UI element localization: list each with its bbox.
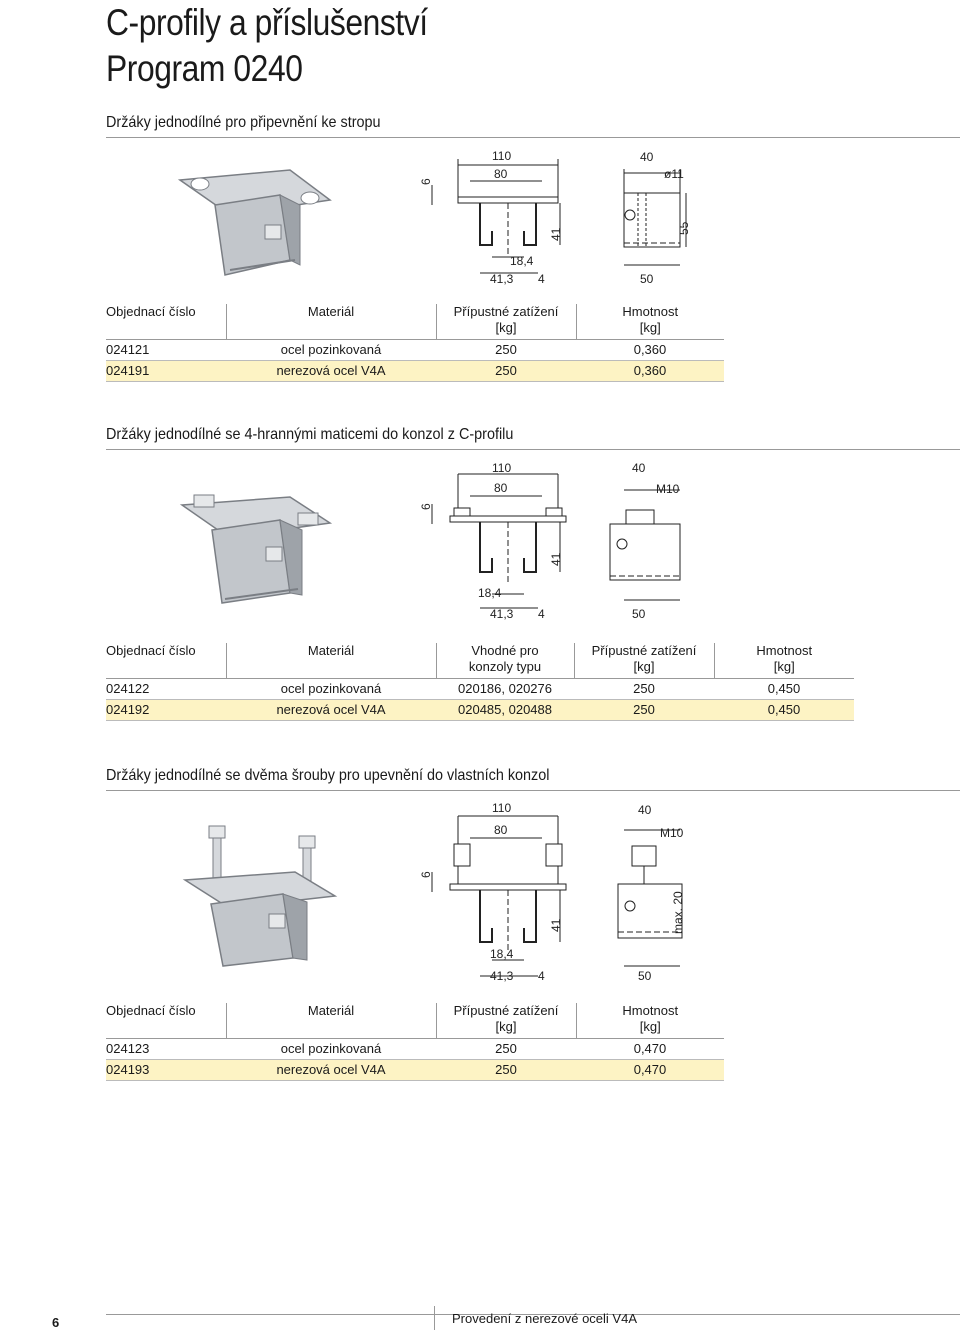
table-row: 024192 nerezová ocel V4A 020485, 020488 250 0,450 (106, 700, 854, 721)
dim-18-4: 18,4 (490, 947, 514, 961)
dim-max-20: max. 20 (671, 891, 685, 934)
spec-table-1 (106, 304, 724, 382)
col-load: Přípustné zatížení [kg] (436, 304, 576, 340)
dim-50: 50 (640, 272, 654, 286)
table-header-row (106, 643, 854, 679)
dim-diameter-11: ø11 (664, 167, 684, 181)
table-row: 024191 nerezová ocel V4A 250 0,360 (106, 361, 724, 382)
dim-110: 110 (492, 801, 512, 815)
section-heading-1: Držáky jednodílné pro připevnění ke stropu (106, 112, 960, 138)
product-photo-nut-bracket (170, 485, 350, 615)
footer-caption: Provedení z nerezové oceli V4A (452, 1311, 637, 1326)
page-title (106, 0, 428, 92)
dim-110: 110 (492, 461, 512, 475)
title-line-1: C-profily a příslušenství (106, 2, 428, 43)
spec-table-3 (106, 1003, 724, 1081)
dim-18-4: 18,4 (510, 254, 534, 268)
dim-80: 80 (494, 481, 508, 495)
col-material: Materiál (226, 643, 436, 679)
title-line-2: Program 0240 (106, 48, 303, 89)
col-material: Materiál (226, 1003, 436, 1039)
dim-41-3: 41,3 (490, 607, 514, 620)
technical-drawing-1 (410, 145, 700, 290)
col-load: Přípustné zatížení [kg] (436, 1003, 576, 1039)
dim-41: 41 (549, 227, 563, 241)
product-photo-bolt-bracket (175, 820, 355, 970)
col-material: Materiál (226, 304, 436, 340)
product-photo-ceiling-bracket (170, 160, 350, 290)
spec-table-2 (106, 643, 854, 721)
table-header-row (106, 304, 724, 340)
table-row: 024122 ocel pozinkovaná 020186, 020276 250 0,450 (106, 679, 854, 700)
technical-drawing-2 (410, 460, 700, 620)
footer-separator (434, 1306, 435, 1330)
dim-80: 80 (494, 823, 508, 837)
dim-6: 6 (419, 503, 433, 510)
table-row: 024193 nerezová ocel V4A 250 0,470 (106, 1060, 724, 1081)
dim-6: 6 (419, 871, 433, 878)
dim-4: 4 (538, 272, 545, 286)
col-order-number: Objednací číslo (106, 1003, 226, 1039)
dim-110: 110 (492, 149, 512, 163)
table-row: 024123 ocel pozinkovaná 250 0,470 (106, 1039, 724, 1060)
col-load: Přípustné zatížení [kg] (574, 643, 714, 679)
dim-40: 40 (640, 150, 654, 164)
section-heading-2: Držáky jednodílné se 4-hrannými maticemi do konzol z C-profilu (106, 424, 960, 450)
dim-m10: M10 (660, 826, 684, 840)
col-weight: Hmotnost [kg] (714, 643, 854, 679)
dim-6: 6 (419, 178, 433, 185)
dim-55: 55 (677, 221, 691, 235)
page-number: 6 (52, 1315, 60, 1330)
col-weight: Hmotnost [kg] (576, 304, 724, 340)
table-row: 024121 ocel pozinkovaná 250 0,360 (106, 340, 724, 361)
section-heading-3: Držáky jednodílné se dvěma šrouby pro upevnění do vlastních konzol (106, 765, 960, 791)
col-order-number: Objednací číslo (106, 643, 226, 679)
table-header-row (106, 1003, 724, 1039)
dim-40: 40 (638, 803, 652, 817)
dim-41-3: 41,3 (490, 969, 514, 983)
dim-m10: M10 (656, 482, 680, 496)
dim-4: 4 (538, 969, 545, 983)
dim-50: 50 (638, 969, 652, 983)
dim-18-4: 18,4 (478, 586, 502, 600)
dim-50: 50 (632, 607, 646, 620)
col-order-number: Objednací číslo (106, 304, 226, 340)
dim-41-3: 41,3 (490, 272, 514, 286)
dim-80: 80 (494, 167, 508, 181)
col-weight: Hmotnost [kg] (576, 1003, 724, 1039)
dim-41: 41 (549, 552, 563, 566)
dim-40: 40 (632, 461, 646, 475)
dim-41: 41 (549, 918, 563, 932)
col-suitable-for: Vhodné pro konzoly typu (436, 643, 574, 679)
technical-drawing-3 (410, 800, 700, 985)
dim-4: 4 (538, 607, 545, 620)
